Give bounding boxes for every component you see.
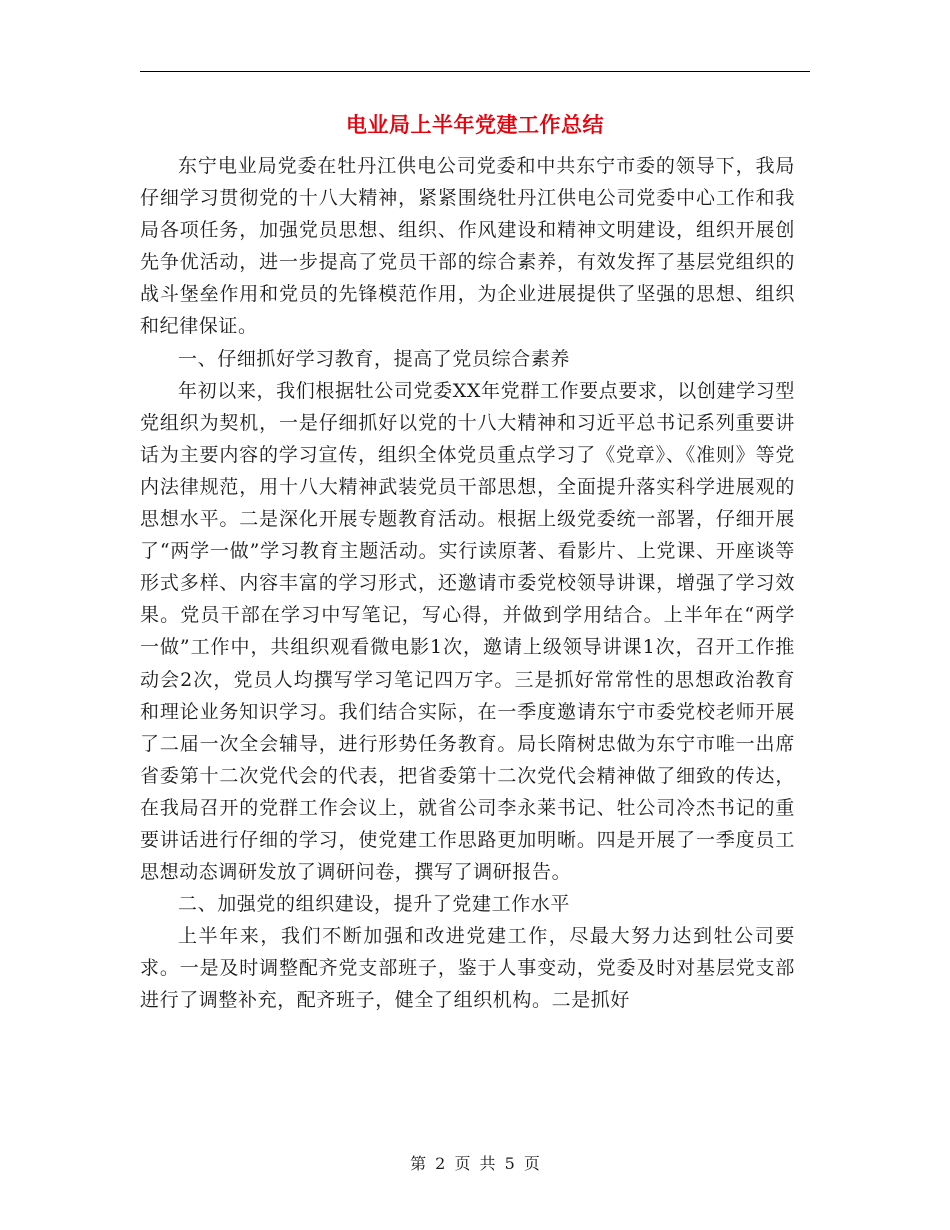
section-2-paragraph: 上半年来，我们不断加强和改进党建工作，尽最大努力达到牡公司要求。一是及时调整配齐党支部班子，鉴于人事变动，党委及时对基层党支部进行了调整补充，配齐班子，健全了组织机构。二是抓好 <box>140 925 795 1012</box>
document-body <box>140 150 795 1017</box>
header-rule <box>140 71 810 72</box>
section-heading-1: 一、仔细抓好学习教育，提高了党员综合素养 <box>178 347 571 370</box>
page-number-footer: 第 2 页 共 5 页 <box>410 1154 540 1173</box>
section-1-paragraph: 年初以来，我们根据牡公司党委XX年党群工作要点要求，以创建学习型党组织为契机，一是仔细抓好以党的十八大精神和习近平总书记系列重要讲话为主要内容的学习宣传，组织全体党员重点学习了《党章》、《准则》等党内法律规范，用十八大精神武装党员干部思想，全面提升落实科学进展观的思想水平。二是深化开展专题教育活动。根据上级党委统一部署，仔细开展了“两学一做”学习教育主题活动。实行读原著、看影片、上党课、开座谈等形式多样、内容丰富的学习形式，还邀请市委党校领导讲课，增强了学习效果。党员干部在学习中写笔记，写心得，并做到学用结合。上半年在“两学一做”工作中，共组织观看微电影1次，邀请上级领导讲课1次，召开工作推动会2次，党员人均撰写学习笔记四万字。三是抓好常常性的思想政治教育和理论业务知识学习。我们结合实际，在一季度邀请东宁市委党校老师开展了二届一次全会辅导，进行形势任务教育。局长隋树忠做为东宁市唯一出席省委第十二次党代会的代表，把省委第十二次党代会精神做了细致的传达，在我局召开的党群工作会议上，就省公司李永莱书记、牡公司冷杰书记的重要讲话进行仔细的学习，使党建工作思路更加明晰。四是开展了一季度员工思想动态调研发放了调研问卷，撰写了调研报告。 <box>140 379 795 884</box>
intro-paragraph: 东宁电业局党委在牡丹江供电公司党委和中共东宁市委的领导下，我局仔细学习贯彻党的十八大精神，紧紧围绕牡丹江供电公司党委中心工作和我局各项任务，加强党员思想、组织、作风建设和精神文明建设，组织开展创先争优活动，进一步提高了党员干部的综合素养，有效发挥了基层党组织的战斗堡垒作用和党员的先锋模范作用，为企业进展提供了坚强的思想、组织和纪律保证。 <box>140 155 795 338</box>
document-title: 电业局上半年党建工作总结 <box>346 113 604 137</box>
section-heading-2: 二、加强党的组织建设，提升了党建工作水平 <box>178 893 571 916</box>
